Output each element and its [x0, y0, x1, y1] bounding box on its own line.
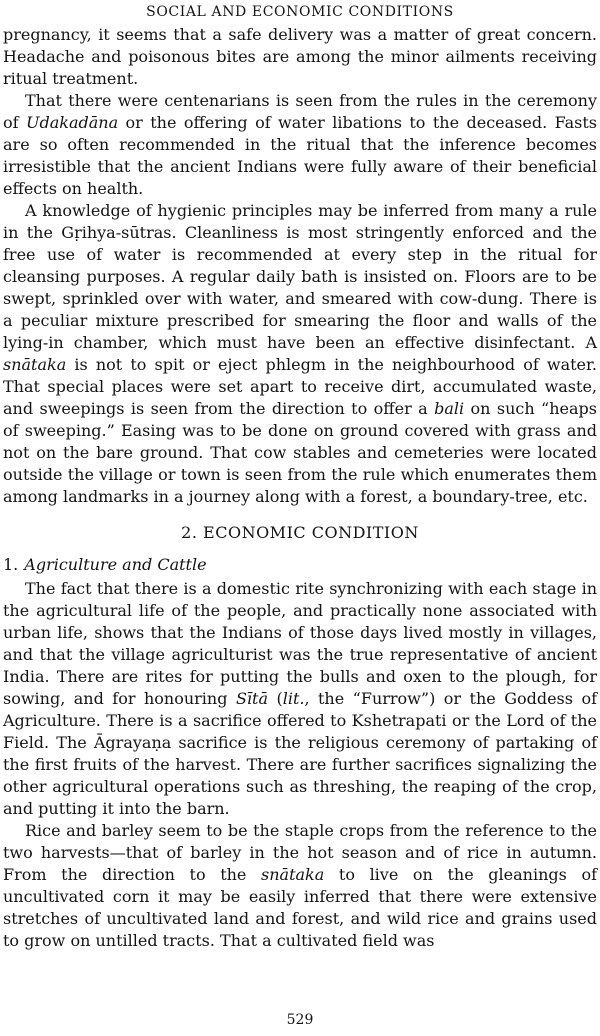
text-run: That there were centenarians is seen from the rules in the ceremony of	[3, 91, 597, 132]
subsection-number: 1.	[3, 555, 19, 574]
subsection-title: Agriculture and Cattle	[24, 555, 207, 574]
italic-term: lit.	[282, 689, 305, 708]
text-run: The fact that there is a domestic rite synchronizing with each stage in the agricultural life of the people, and practically none associated with urban life, shows that the Indians of those days lived mostly in villages, and that the village agriculturist was the true representative of ancient India. There are rites for putting the bulls and oxen to the plough, for sowing, and for honouring	[3, 579, 597, 708]
paragraph	[3, 200, 597, 508]
text-run: Rice and barley seem to be the staple crops from the reference to the two harvests—that of barley in the hot season and of rice in autumn. From the direction to the	[3, 821, 597, 884]
italic-term: bali	[434, 399, 465, 418]
section-heading: 2. ECONOMIC CONDITION	[181, 523, 419, 542]
text-run: , the “Furrow”) or the Goddess of Agriculture. There is a sacrifice offered to Kshetrapati or the Lord of the Field. The Āgrayaṇa sacrifice is the religious ceremony of partaking of the first fruits of the harvest. There are further sacrifices signalizing the other agricultural operations such as threshing, the reaping of the crop, and putting it into the barn.	[3, 689, 598, 818]
paragraph	[3, 24, 597, 90]
running-head: SOCIAL AND ECONOMIC CONDITIONS	[146, 4, 454, 20]
body-text-top	[3, 24, 597, 508]
text-run: A knowledge of hygienic principles may be inferred from many a rule in the Gṛihya-sūtras. Cleanliness is most stringently enforced and the free use of water is recommended at every step in the ritual for cleansing purposes. A regular daily bath is insisted on. Floors are to be swept, sprinkled over with water, and smeared with cow-dung. There is a peculiar mixture prescribed for smearing the floor and walls of the lying-in chamber, which must have been an effective disinfectant. A	[3, 201, 597, 352]
text-run: is not to spit or eject phlegm in the neighbourhood of water. That special places were set apart to receive dirt, accumulated waste, and sweepings is seen from the direction to offer a	[3, 355, 597, 418]
italic-term: snātaka	[3, 355, 67, 374]
text-run: or the offering of water libations to the deceased. Fasts are so often recommended in the ritual that the inference becomes irresistible that the ancient Indians were fully aware of their beneficial effects on health.	[3, 113, 598, 198]
subsection-heading	[3, 554, 597, 576]
italic-term: Udakadāna	[25, 113, 119, 132]
text-run: pregnancy, it seems that a safe delivery was a matter of great concern. Headache and poisonous bites are among the minor ailments receiving ritual treatment.	[3, 25, 597, 88]
paragraph	[3, 578, 597, 820]
italic-term: Sītā	[235, 689, 268, 708]
italic-term: snātaka	[261, 865, 325, 884]
page-number: 529	[286, 1012, 314, 1028]
text-run: (	[267, 689, 283, 708]
paragraph	[3, 820, 597, 952]
text-run: to live on the gleanings of uncultivated corn it may be easily inferred that there were extensive stretches of uncultivated land and forest, and wild rice and grains used to grow on untilled tracts. That a cultivated field was	[3, 865, 598, 950]
text-run: on such “heaps of sweeping.” Easing was to be done on ground covered with grass and not on the bare ground. That cow stables and cemeteries were located outside the village or town is seen from the rule which enumerates them among landmarks in a journey along with a forest, a boundary-tree, etc.	[3, 399, 598, 506]
body-text-bottom	[3, 578, 597, 952]
paragraph	[3, 90, 597, 200]
